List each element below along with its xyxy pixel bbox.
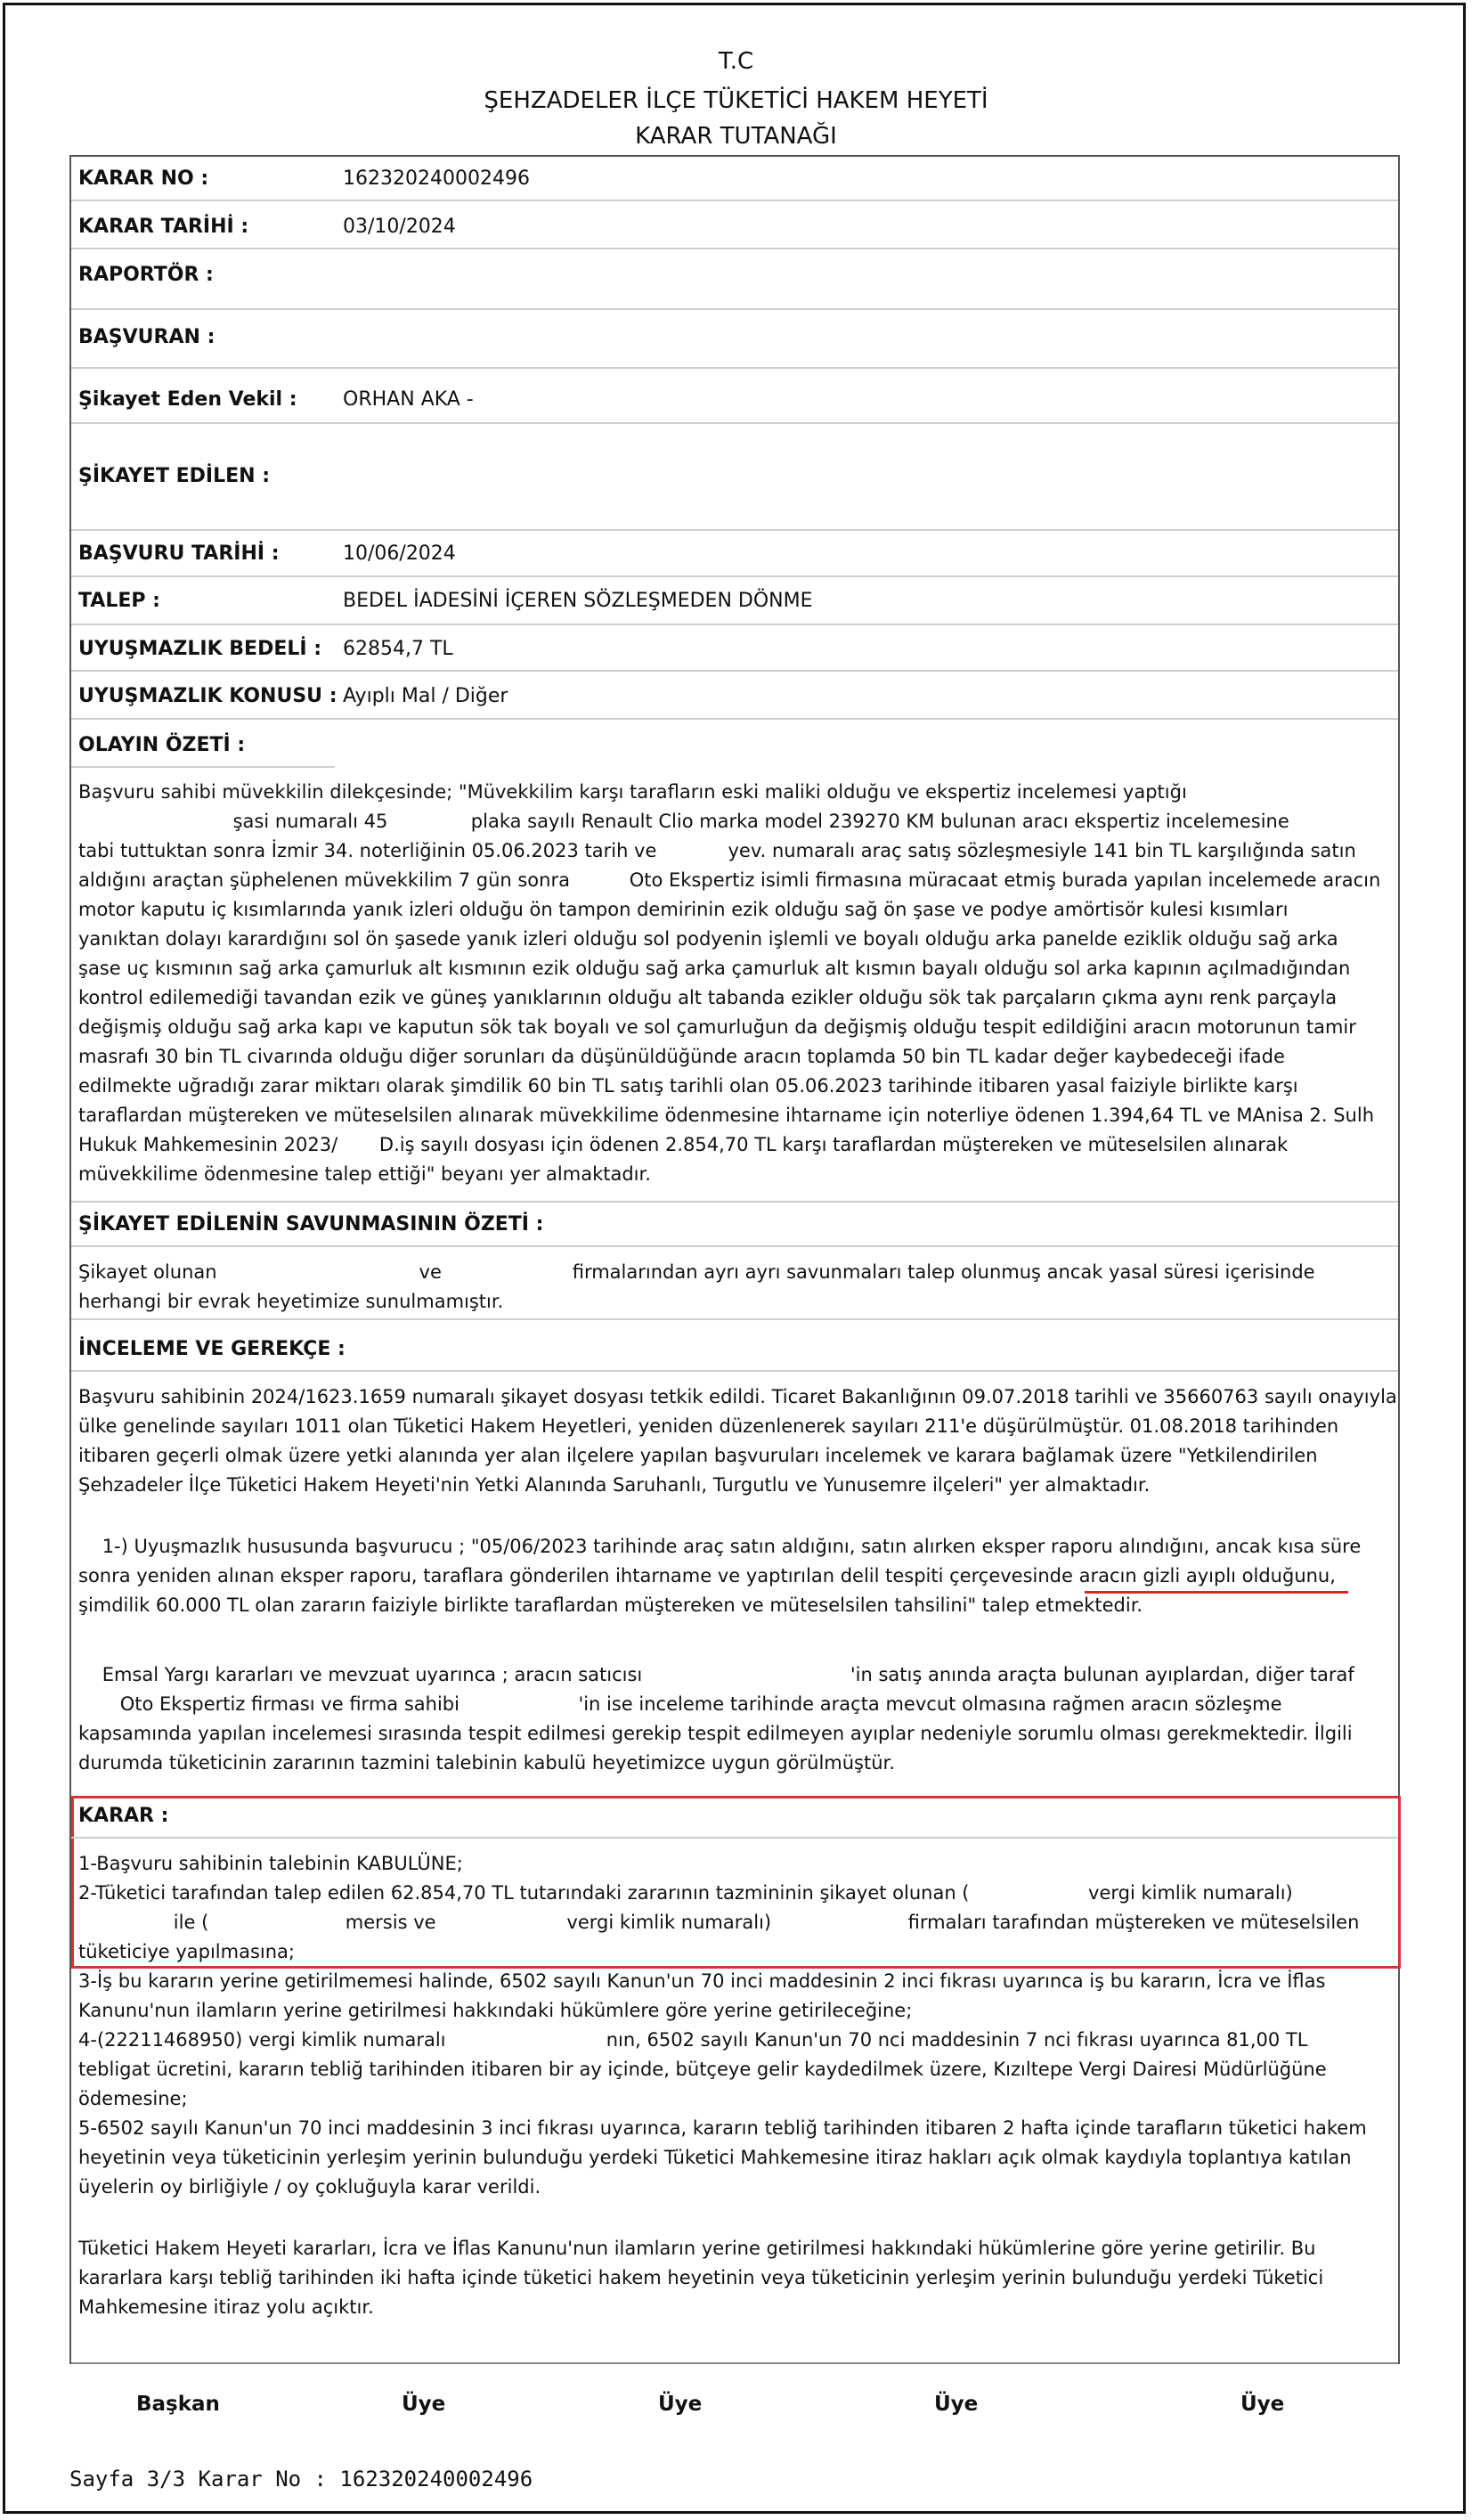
red-underline-annotation bbox=[1085, 1591, 1348, 1594]
text-line: itibaren geçerli olmak üzere yetki alanında yer alan ilçelere yapılan başvuruları incelemek ve karara bağlamak üzere "Yetkilendirilen bbox=[78, 1445, 1318, 1466]
karar-tarihi-label: KARAR TARİHİ : bbox=[78, 216, 249, 238]
separator bbox=[71, 248, 1398, 249]
separator bbox=[71, 367, 1398, 369]
text-line: 1-) Uyuşmazlık hususunda başvurucu ; "05/06/2023 tarihinde araç satın aldığını, satın alırken eksper raporu alındığını, ancak kısa süre bbox=[78, 1536, 1362, 1557]
separator bbox=[71, 1318, 1398, 1320]
separator bbox=[71, 529, 1398, 531]
olay-paragraph bbox=[78, 778, 1396, 1189]
text-line: kararlara karşı tebliğ tarihinden iki hafta içinde tüketici hakem heyetinin veya tüketicinin yerleşim yerinin bulunduğu yerdeki Tüketici bbox=[78, 2267, 1324, 2288]
inceleme-heading: İNCELEME VE GEREKÇE : bbox=[78, 1338, 346, 1360]
text-line: tabi tuttuktan sonra İzmir 34. noterliğinin 05.06.2023 tarih ve yev. numaralı araç satış sözleşmesiyle 141 bin TL karşılığında satın bbox=[78, 840, 1356, 861]
vekil-label: Şikayet Eden Vekil : bbox=[78, 388, 297, 411]
signature-baskan: Başkan bbox=[136, 2393, 220, 2416]
karar-items bbox=[78, 1849, 1396, 2202]
text-line: 5-6502 sayılı Kanun'un 70 inci maddesinin 3 inci fıkrası uyarınca, kararın tebliğ tarihinden itibaren 2 hafta içinde tarafların tüketici hakem bbox=[78, 2117, 1367, 2139]
inceleme-paragraph-3 bbox=[78, 1660, 1396, 1778]
raportor-label: RAPORTÖR : bbox=[78, 264, 214, 286]
text-line: Hukuk Mahkemesinin 2023/ D.iş sayılı dosyası için ödenen 2.854,70 TL karşı taraflardan müştereken ve müteselsilen alınarak bbox=[78, 1134, 1289, 1155]
text-line: Mahkemesine itiraz yolu açıktır. bbox=[78, 2296, 374, 2318]
text-line: Başvuru sahibi müvekkilin dilekçesinde; "Müvekkilim karşı tarafların eski maliki olduğu ve ekspertiz incelemesi yaptığı bbox=[78, 781, 1187, 803]
text-line: Emsal Yargı kararları ve mevzuat uyarınca ; aracın satıcısı 'in satış anında araçta bulunan ayıplardan, diğer taraf bbox=[78, 1664, 1354, 1685]
text-line: yanıktan dolayı karardığını sol ön şasede yanık izleri olduğu sol podyenin işlemli ve boyalı olduğu arka panelde eziklik olduğu sağ arka bbox=[78, 928, 1338, 950]
separator bbox=[71, 2362, 1398, 2364]
separator bbox=[71, 200, 1398, 201]
karar-closing bbox=[78, 2234, 1396, 2322]
text-line: herhangi bir evrak heyetimize sunulmamıştır. bbox=[78, 1291, 504, 1312]
text-line: tüketiciye yapılmasına; bbox=[78, 1941, 295, 1962]
signature-uye: Üye bbox=[1240, 2393, 1285, 2416]
page-footer: Sayfa 3/3 Karar No : 162320240002496 bbox=[69, 2467, 533, 2491]
text-line: Tüketici Hakem Heyeti kararları, İcra ve İflas Kanunu'nun ilamların yerine getirilmesi hakkındaki hükümlerine göre yerine getirilir. Bu bbox=[78, 2238, 1316, 2259]
text-line: heyetinin veya tüketicinin yerleşim yerinin bulunduğu yerdeki Tüketici Mahkemesine itiraz hakları açık olmak kaydıyla toplantıya katılan bbox=[78, 2147, 1352, 2168]
text-line: 2-Tüketici tarafından talep edilen 62.854,70 TL tutarındaki zararının tazmininin şikayet olunan ( vergi kimlik numaralı) bbox=[78, 1882, 1293, 1904]
separator bbox=[71, 624, 1398, 625]
basvuru-tarihi-label: BAŞVURU TARİHİ : bbox=[78, 542, 280, 565]
basvuran-label: BAŞVURAN : bbox=[78, 326, 216, 348]
text-line: Kanunu'nun ilamların yerine getirilmesi hakkındaki hükümlere göre yerine getirileceğine; bbox=[78, 2000, 913, 2021]
separator bbox=[71, 1370, 1398, 1372]
separator bbox=[71, 308, 1398, 310]
konu-value: Ayıplı Mal / Diğer bbox=[343, 685, 508, 707]
text-line: Şehzadeler İlçe Tüketici Hakem Heyeti'nin Yetki Alanında Saruhanlı, Turgutlu ve Yunusemre ilçeleri" yer almaktadır. bbox=[78, 1474, 1151, 1496]
separator bbox=[71, 766, 335, 768]
separator bbox=[71, 1201, 1398, 1203]
text-line: taraflardan müştereken ve müteselsilen alınarak müvekkilime ödenmesine ihtarname için noterliye ödenen 1.394,64 TL ve MAnisa 2. Sulh bbox=[78, 1105, 1374, 1126]
text-line: Oto Ekspertiz firması ve firma sahibi 'in ise inceleme tarihinde araçta mevcut olmasına rağmen aracın sözleşme bbox=[78, 1693, 1282, 1715]
talep-label: TALEP : bbox=[78, 590, 160, 612]
text-line: şasi numaralı 45 plaka sayılı Renault Clio marka model 239270 KM bulunan aracı ekspertiz incelemesine bbox=[78, 811, 1289, 832]
text-line: sonra yeniden alınan eksper raporu, taraflara gönderilen ihtarname ve yaptırılan delil tespiti çerçevesinde aracın gizli ayıplı olduğunu, bbox=[78, 1565, 1336, 1586]
signature-uye: Üye bbox=[658, 2393, 703, 2416]
header-tc: T.C bbox=[718, 48, 754, 75]
vekil-value: ORHAN AKA - bbox=[343, 388, 474, 411]
text-line: kapsamında yapılan incelemesi sırasında tespit edilmesi gerekip tespit edilmeyen ayıplar nedeniyle sorumlu olması gerekmektedir. İlgili bbox=[78, 1723, 1353, 1744]
text-line: şase uç kısmının sağ arka çamurluk alt kısmının ezik olduğu sağ arka çamurluk alt kısmın bayalı olduğu sol arka kapının açılmadığından bbox=[78, 958, 1351, 979]
separator bbox=[71, 422, 1398, 424]
text-line: ödemesine; bbox=[78, 2088, 188, 2109]
separator bbox=[71, 575, 1398, 577]
inceleme-paragraph-1 bbox=[78, 1382, 1396, 1500]
savunma-paragraph bbox=[78, 1258, 1396, 1317]
konu-label: UYUŞMAZLIK KONUSU : bbox=[78, 685, 338, 707]
signature-uye: Üye bbox=[934, 2393, 979, 2416]
text-line: 1-Başvuru sahibinin talebinin KABULÜNE; bbox=[78, 1853, 463, 1874]
text-line: 3-İş bu kararın yerine getirilmemesi halinde, 6502 sayılı Kanun'un 70 inci maddesinin 2 inci fıkrası uyarınca iş bu kararın, İcra ve İflas bbox=[78, 1970, 1326, 1992]
header-tutanak: KARAR TUTANAĞI bbox=[635, 123, 837, 150]
header-heyet: ŞEHZADELER İLÇE TÜKETİCİ HAKEM HEYETİ bbox=[484, 87, 988, 114]
karar-no-value: 162320240002496 bbox=[343, 167, 530, 190]
sikayet-edilen-label: ŞİKAYET EDİLEN : bbox=[78, 465, 271, 487]
text-line: masrafı 30 bin TL civarında olduğu diğer sorunları da düşünüldüğünde aracın toplamda 50 bin TL kadar değer kaybedeceği ifade bbox=[78, 1046, 1285, 1067]
separator bbox=[71, 670, 1398, 672]
text-line: şimdilik 60.000 TL olan zararın faiziyle birlikte taraflardan müştereken ve müteselsilen tahsilini" talep etmektedir. bbox=[78, 1594, 1143, 1616]
signature-uye: Üye bbox=[402, 2393, 446, 2416]
karar-tarihi-value: 03/10/2024 bbox=[343, 216, 456, 238]
text-line: Başvuru sahibinin 2024/1623.1659 numaralı şikayet dosyası tetkik edildi. Ticaret Bakanlığının 09.07.2018 tarihli ve 35660763 sayılı onayıyla bbox=[78, 1386, 1397, 1407]
text-line: 4-(22211468950) vergi kimlik numaralı nın, 6502 sayılı Kanun'un 70 nci maddesinin 7 nci fıkrası uyarınca 81,00 TL bbox=[78, 2029, 1308, 2051]
basvuru-tarihi-value: 10/06/2024 bbox=[343, 542, 456, 565]
separator bbox=[71, 1837, 1398, 1839]
bedel-value: 62854,7 TL bbox=[343, 638, 453, 660]
text-line: müvekkilime ödenmesine talep ettiği" beyanı yer almaktadır. bbox=[78, 1163, 651, 1185]
text-line: kontrol edilemediği tavandan ezik ve güneş yanıklarının olduğu alt tabanda ezikler olduğu sök tak parçaların çıkma aynı renk parçayla bbox=[78, 987, 1338, 1008]
text-line: aldığını araçtan şüphelenen müvekkilim 7 gün sonra Oto Ekspertiz isimli firmasına müracaat etmiş burada yapılan incelemede aracın bbox=[78, 869, 1381, 891]
karar-no-label: KARAR NO : bbox=[78, 167, 209, 190]
olay-heading: OLAYIN ÖZETİ : bbox=[78, 734, 246, 756]
text-line: değişmiş olduğu sağ arka kapı ve kaputun sök tak boyalı ve sol çamurluğun da değişmiş olduğu tespit edildiğini aracın motorunun tamir bbox=[78, 1016, 1356, 1038]
text-line: ülke genelinde sayıları 1011 olan Tüketici Hakem Heyetleri, yeniden düzenlenerek sayıları 211'e düşürülmüştür. 01.08.2018 tarihinden bbox=[78, 1415, 1339, 1437]
bedel-label: UYUŞMAZLIK BEDELİ : bbox=[78, 638, 322, 660]
separator bbox=[71, 718, 1398, 720]
text-line: durumda tüketicinin zararının tazmini talebinin kabulü heyetimizce uygun görülmüştür. bbox=[78, 1752, 895, 1774]
text-line: motor kaputu iç kısımlarında yanık izleri olduğu ön tampon demirinin ezik olduğu sağ ön şase ve podye amörtisör kulesi kısımları bbox=[78, 899, 1289, 920]
text-line: ile ( mersis ve vergi kimlik numaralı) firmaları tarafından müştereken ve müteselsilen bbox=[78, 1912, 1360, 1933]
text-line: üyelerin oy birliğiyle / oy çokluğuyla karar verildi. bbox=[78, 2176, 541, 2198]
savunma-heading: ŞİKAYET EDİLENİN SAVUNMASININ ÖZETİ : bbox=[78, 1213, 544, 1236]
inceleme-paragraph-2 bbox=[78, 1532, 1396, 1620]
text-line: tebligat ücretini, kararın tebliğ tarihinden itibaren bir ay içinde, bütçeye gelir kaydedilmek üzere, Kızıltepe Vergi Dairesi Müdürlüğüne bbox=[78, 2059, 1327, 2080]
separator bbox=[71, 1245, 1398, 1247]
text-line: Şikayet olunan ve firmalarından ayrı ayrı savunmaları talep olunmuş ancak yasal süresi içerisinde bbox=[78, 1261, 1315, 1283]
karar-heading: KARAR : bbox=[78, 1805, 169, 1827]
text-line: edilmekte uğradığı zarar miktarı olarak şimdilik 60 bin TL satış tarihli olan 05.06.2023 tarihinde itibaren yasal faiziyle birlikte karşı bbox=[78, 1075, 1298, 1097]
talep-value: BEDEL İADESİNİ İÇEREN SÖZLEŞMEDEN DÖNME bbox=[343, 590, 813, 612]
